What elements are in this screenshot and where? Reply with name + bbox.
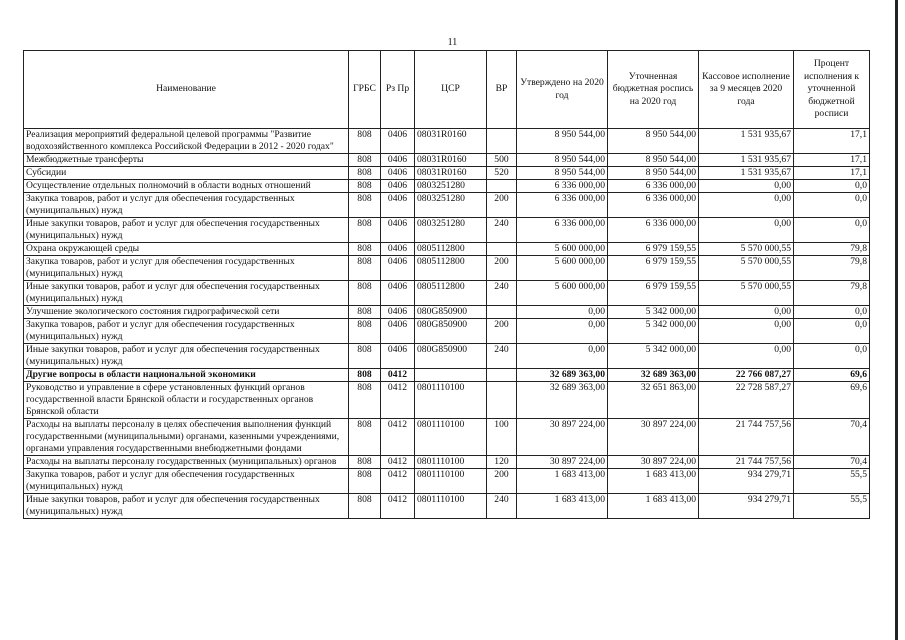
cell-approved: 6 336 000,00 bbox=[517, 193, 608, 218]
cell-csr: 0805112800 bbox=[415, 281, 487, 306]
cell-refined: 30 897 224,00 bbox=[608, 419, 699, 456]
cell-refined: 6 336 000,00 bbox=[608, 193, 699, 218]
table-row bbox=[24, 193, 870, 218]
cell-approved: 5 600 000,00 bbox=[517, 281, 608, 306]
cell-rzpr: 0406 bbox=[381, 344, 415, 369]
cell-approved: 5 600 000,00 bbox=[517, 243, 608, 256]
cell-vr bbox=[487, 180, 517, 193]
cell-rzpr: 0412 bbox=[381, 419, 415, 456]
cell-vr bbox=[487, 306, 517, 319]
cell-name: Охрана окружающей среды bbox=[24, 243, 349, 256]
cell-approved: 0,00 bbox=[517, 319, 608, 344]
cell-percent: 0,0 bbox=[794, 218, 870, 243]
cell-rzpr: 0406 bbox=[381, 129, 415, 154]
cell-vr: 200 bbox=[487, 469, 517, 494]
cell-csr: 0801110100 bbox=[415, 419, 487, 456]
col-header-refined: Уточненная бюджетная роспись на 2020 год bbox=[608, 51, 699, 129]
cell-refined: 32 651 863,00 bbox=[608, 382, 699, 419]
cell-approved: 0,00 bbox=[517, 344, 608, 369]
cell-name: Расходы на выплаты персоналу в целях обеспечения выполнения функций государственными (муниципальными) органами, казенными учреждениями, органами управления государственными внебюджетными фондами bbox=[24, 419, 349, 456]
cell-percent: 17,1 bbox=[794, 167, 870, 180]
cell-grbs: 808 bbox=[349, 382, 381, 419]
cell-cash: 1 531 935,67 bbox=[699, 154, 794, 167]
table-row bbox=[24, 281, 870, 306]
cell-name: Субсидии bbox=[24, 167, 349, 180]
cell-grbs: 808 bbox=[349, 193, 381, 218]
col-header-vr: ВР bbox=[487, 51, 517, 129]
cell-rzpr: 0406 bbox=[381, 167, 415, 180]
table-row bbox=[24, 319, 870, 344]
cell-refined: 8 950 544,00 bbox=[608, 167, 699, 180]
cell-vr: 100 bbox=[487, 419, 517, 456]
cell-grbs: 808 bbox=[349, 306, 381, 319]
cell-grbs: 808 bbox=[349, 180, 381, 193]
cell-approved: 8 950 544,00 bbox=[517, 154, 608, 167]
cell-cash: 22 766 087,27 bbox=[699, 369, 794, 382]
table-row bbox=[24, 256, 870, 281]
cell-percent: 70,4 bbox=[794, 456, 870, 469]
table-row bbox=[24, 344, 870, 369]
cell-grbs: 808 bbox=[349, 494, 381, 519]
cell-csr: 08031R0160 bbox=[415, 129, 487, 154]
cell-cash: 21 744 757,56 bbox=[699, 419, 794, 456]
cell-rzpr: 0412 bbox=[381, 469, 415, 494]
cell-refined: 1 683 413,00 bbox=[608, 469, 699, 494]
cell-approved: 32 689 363,00 bbox=[517, 382, 608, 419]
cell-vr: 200 bbox=[487, 193, 517, 218]
col-header-rzpr: Рз Пр bbox=[381, 51, 415, 129]
cell-vr: 240 bbox=[487, 218, 517, 243]
cell-cash: 0,00 bbox=[699, 306, 794, 319]
cell-refined: 1 683 413,00 bbox=[608, 494, 699, 519]
cell-approved: 6 336 000,00 bbox=[517, 180, 608, 193]
cell-percent: 69,6 bbox=[794, 369, 870, 382]
table-row bbox=[24, 494, 870, 519]
cell-cash: 1 531 935,67 bbox=[699, 167, 794, 180]
cell-cash: 21 744 757,56 bbox=[699, 456, 794, 469]
cell-refined: 8 950 544,00 bbox=[608, 129, 699, 154]
cell-grbs: 808 bbox=[349, 456, 381, 469]
cell-vr: 200 bbox=[487, 256, 517, 281]
cell-csr: 08031R0160 bbox=[415, 167, 487, 180]
cell-rzpr: 0412 bbox=[381, 369, 415, 382]
col-header-csr: ЦСР bbox=[415, 51, 487, 129]
cell-refined: 6 979 159,55 bbox=[608, 281, 699, 306]
cell-percent: 55,5 bbox=[794, 494, 870, 519]
cell-name: Иные закупки товаров, работ и услуг для обеспечения государственных (муниципальных) нужд bbox=[24, 344, 349, 369]
cell-grbs: 808 bbox=[349, 256, 381, 281]
cell-cash: 22 728 587,27 bbox=[699, 382, 794, 419]
col-header-name: Наименование bbox=[24, 51, 349, 129]
cell-approved: 0,00 bbox=[517, 306, 608, 319]
cell-vr bbox=[487, 243, 517, 256]
cell-rzpr: 0412 bbox=[381, 456, 415, 469]
cell-rzpr: 0406 bbox=[381, 154, 415, 167]
cell-percent: 0,0 bbox=[794, 319, 870, 344]
cell-cash: 0,00 bbox=[699, 344, 794, 369]
cell-grbs: 808 bbox=[349, 469, 381, 494]
cell-rzpr: 0406 bbox=[381, 180, 415, 193]
cell-vr: 200 bbox=[487, 319, 517, 344]
cell-percent: 0,0 bbox=[794, 193, 870, 218]
cell-name: Закупка товаров, работ и услуг для обеспечения государственных (муниципальных) нужд bbox=[24, 319, 349, 344]
cell-name: Улучшение экологического состояния гидрографической сети bbox=[24, 306, 349, 319]
scan-edge-line bbox=[895, 0, 898, 640]
col-header-approved: Утверждено на 2020 год bbox=[517, 51, 608, 129]
table-row bbox=[24, 243, 870, 256]
cell-approved: 6 336 000,00 bbox=[517, 218, 608, 243]
cell-csr: 080G850900 bbox=[415, 306, 487, 319]
cell-vr: 520 bbox=[487, 167, 517, 180]
cell-refined: 6 336 000,00 bbox=[608, 218, 699, 243]
cell-grbs: 808 bbox=[349, 218, 381, 243]
cell-approved: 8 950 544,00 bbox=[517, 129, 608, 154]
cell-refined: 5 342 000,00 bbox=[608, 319, 699, 344]
table-row bbox=[24, 369, 870, 382]
cell-grbs: 808 bbox=[349, 154, 381, 167]
cell-csr: 0801110100 bbox=[415, 469, 487, 494]
cell-csr: 0801110100 bbox=[415, 382, 487, 419]
cell-csr: 080G850900 bbox=[415, 319, 487, 344]
cell-name: Другие вопросы в области национальной экономики bbox=[24, 369, 349, 382]
col-header-cash: Кассовое исполнение за 9 месяцев 2020 года bbox=[699, 51, 794, 129]
cell-name: Иные закупки товаров, работ и услуг для обеспечения государственных (муниципальных) нужд bbox=[24, 281, 349, 306]
cell-name: Реализация мероприятий федеральной целевой программы "Развитие водохозяйственного комплекса Российской Федерации в 2012 - 2020 годах" bbox=[24, 129, 349, 154]
table-row bbox=[24, 306, 870, 319]
cell-percent: 0,0 bbox=[794, 344, 870, 369]
cell-csr: 0805112800 bbox=[415, 243, 487, 256]
cell-csr: 080G850900 bbox=[415, 344, 487, 369]
cell-name: Расходы на выплаты персоналу государственных (муниципальных) органов bbox=[24, 456, 349, 469]
cell-approved: 30 897 224,00 bbox=[517, 456, 608, 469]
cell-name: Закупка товаров, работ и услуг для обеспечения государственных (муниципальных) нужд bbox=[24, 193, 349, 218]
cell-percent: 17,1 bbox=[794, 129, 870, 154]
cell-cash: 0,00 bbox=[699, 180, 794, 193]
cell-csr: 0801110100 bbox=[415, 494, 487, 519]
cell-percent: 55,5 bbox=[794, 469, 870, 494]
table-row bbox=[24, 419, 870, 456]
cell-rzpr: 0406 bbox=[381, 218, 415, 243]
cell-approved: 30 897 224,00 bbox=[517, 419, 608, 456]
cell-vr bbox=[487, 382, 517, 419]
cell-cash: 0,00 bbox=[699, 319, 794, 344]
cell-grbs: 808 bbox=[349, 129, 381, 154]
table-row bbox=[24, 382, 870, 419]
cell-name: Осуществление отдельных полномочий в области водных отношений bbox=[24, 180, 349, 193]
cell-refined: 6 979 159,55 bbox=[608, 256, 699, 281]
cell-percent: 79,8 bbox=[794, 243, 870, 256]
cell-grbs: 808 bbox=[349, 319, 381, 344]
cell-csr: 08031R0160 bbox=[415, 154, 487, 167]
cell-vr bbox=[487, 129, 517, 154]
cell-vr bbox=[487, 369, 517, 382]
cell-refined: 30 897 224,00 bbox=[608, 456, 699, 469]
cell-csr bbox=[415, 369, 487, 382]
cell-percent: 69,6 bbox=[794, 382, 870, 419]
cell-vr: 240 bbox=[487, 344, 517, 369]
cell-approved: 32 689 363,00 bbox=[517, 369, 608, 382]
cell-approved: 1 683 413,00 bbox=[517, 469, 608, 494]
cell-rzpr: 0412 bbox=[381, 494, 415, 519]
table-row bbox=[24, 129, 870, 154]
cell-refined: 32 689 363,00 bbox=[608, 369, 699, 382]
cell-vr: 120 bbox=[487, 456, 517, 469]
cell-refined: 5 342 000,00 bbox=[608, 306, 699, 319]
cell-percent: 0,0 bbox=[794, 180, 870, 193]
table-row bbox=[24, 218, 870, 243]
cell-cash: 934 279,71 bbox=[699, 494, 794, 519]
cell-percent: 17,1 bbox=[794, 154, 870, 167]
cell-vr: 500 bbox=[487, 154, 517, 167]
cell-name: Закупка товаров, работ и услуг для обеспечения государственных (муниципальных) нужд bbox=[24, 256, 349, 281]
cell-approved: 5 600 000,00 bbox=[517, 256, 608, 281]
cell-vr: 240 bbox=[487, 494, 517, 519]
cell-grbs: 808 bbox=[349, 167, 381, 180]
table-row bbox=[24, 469, 870, 494]
cell-rzpr: 0406 bbox=[381, 193, 415, 218]
cell-csr: 0803251280 bbox=[415, 193, 487, 218]
cell-grbs: 808 bbox=[349, 344, 381, 369]
cell-percent: 0,0 bbox=[794, 306, 870, 319]
cell-cash: 1 531 935,67 bbox=[699, 129, 794, 154]
cell-name: Закупка товаров, работ и услуг для обеспечения государственных (муниципальных) нужд bbox=[24, 469, 349, 494]
page-number: 11 bbox=[447, 37, 458, 48]
table-row bbox=[24, 180, 870, 193]
cell-approved: 8 950 544,00 bbox=[517, 167, 608, 180]
table-row bbox=[24, 167, 870, 180]
cell-percent: 70,4 bbox=[794, 419, 870, 456]
table-row bbox=[24, 154, 870, 167]
cell-grbs: 808 bbox=[349, 243, 381, 256]
cell-percent: 79,8 bbox=[794, 256, 870, 281]
cell-grbs: 808 bbox=[349, 369, 381, 382]
cell-rzpr: 0406 bbox=[381, 319, 415, 344]
cell-cash: 0,00 bbox=[699, 193, 794, 218]
cell-name: Иные закупки товаров, работ и услуг для обеспечения государственных (муниципальных) нужд bbox=[24, 494, 349, 519]
cell-name: Руководство и управление в сфере установленных функций органов государственной власти Брянской области и государственных органов Брянской области bbox=[24, 382, 349, 419]
table-row bbox=[24, 456, 870, 469]
col-header-grbs: ГРБС bbox=[349, 51, 381, 129]
cell-approved: 1 683 413,00 bbox=[517, 494, 608, 519]
col-header-percent: Процент исполнения к уточненной бюджетной росписи bbox=[794, 51, 870, 129]
cell-rzpr: 0406 bbox=[381, 243, 415, 256]
cell-csr: 0803251280 bbox=[415, 180, 487, 193]
budget-table bbox=[23, 50, 870, 519]
cell-refined: 5 342 000,00 bbox=[608, 344, 699, 369]
table-body bbox=[24, 129, 870, 519]
cell-name: Иные закупки товаров, работ и услуг для обеспечения государственных (муниципальных) нужд bbox=[24, 218, 349, 243]
cell-refined: 6 979 159,55 bbox=[608, 243, 699, 256]
cell-rzpr: 0412 bbox=[381, 382, 415, 419]
cell-percent: 79,8 bbox=[794, 281, 870, 306]
cell-rzpr: 0406 bbox=[381, 306, 415, 319]
cell-cash: 5 570 000,55 bbox=[699, 256, 794, 281]
cell-csr: 0801110100 bbox=[415, 456, 487, 469]
cell-cash: 5 570 000,55 bbox=[699, 243, 794, 256]
cell-name: Межбюджетные трансферты bbox=[24, 154, 349, 167]
cell-csr: 0803251280 bbox=[415, 218, 487, 243]
cell-grbs: 808 bbox=[349, 419, 381, 456]
cell-rzpr: 0406 bbox=[381, 256, 415, 281]
cell-rzpr: 0406 bbox=[381, 281, 415, 306]
cell-csr: 0805112800 bbox=[415, 256, 487, 281]
cell-vr: 240 bbox=[487, 281, 517, 306]
cell-grbs: 808 bbox=[349, 281, 381, 306]
header-row bbox=[24, 51, 870, 129]
cell-cash: 5 570 000,55 bbox=[699, 281, 794, 306]
cell-cash: 934 279,71 bbox=[699, 469, 794, 494]
cell-cash: 0,00 bbox=[699, 218, 794, 243]
cell-refined: 8 950 544,00 bbox=[608, 154, 699, 167]
cell-refined: 6 336 000,00 bbox=[608, 180, 699, 193]
